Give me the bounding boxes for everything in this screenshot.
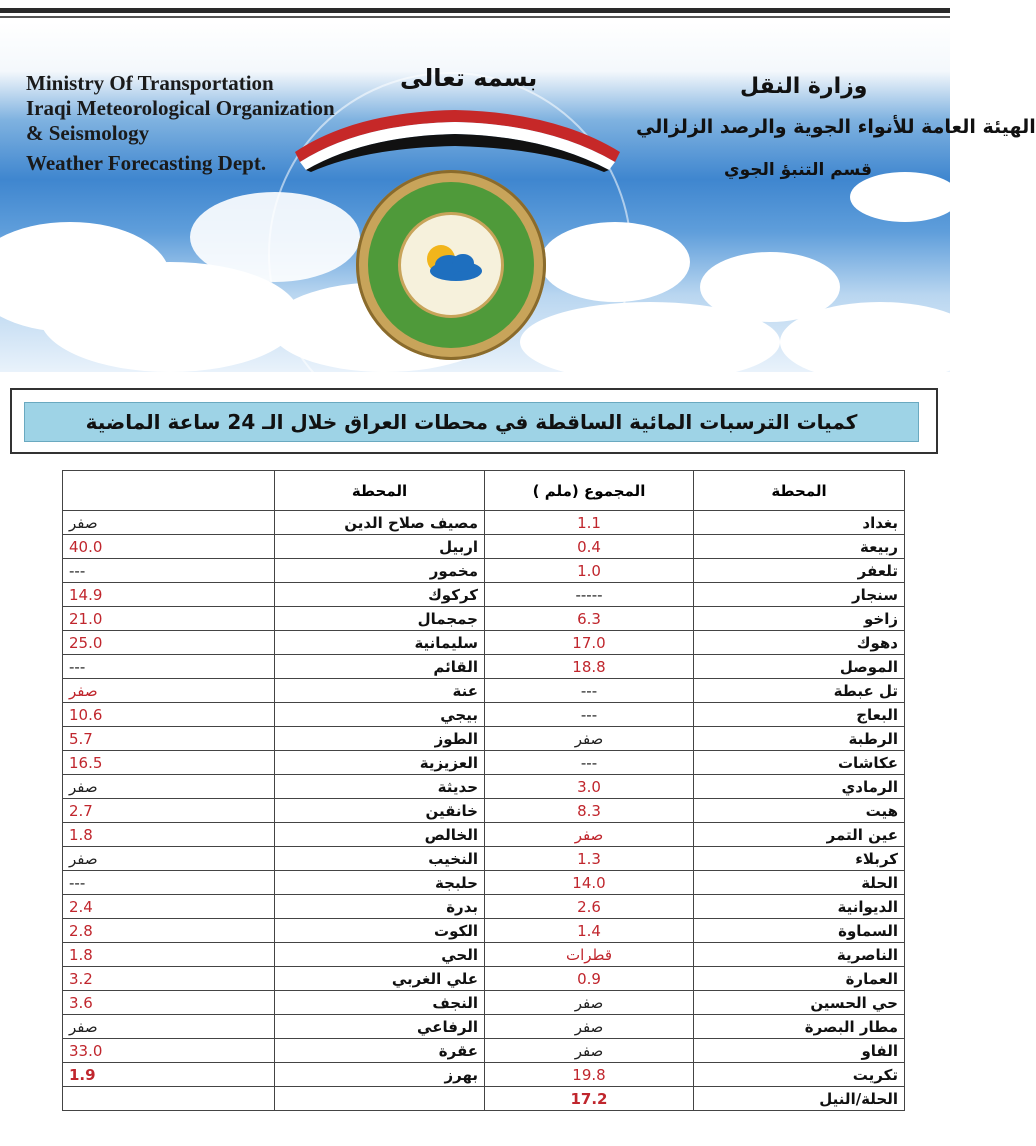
value-cell-right: 10.6 bbox=[63, 703, 275, 727]
station-cell-right: مخمور bbox=[275, 559, 485, 583]
station-cell: ربيعة bbox=[694, 535, 905, 559]
station-cell-right: مصيف صلاح الدين bbox=[275, 511, 485, 535]
station-cell: حي الحسين bbox=[694, 991, 905, 1015]
value-cell-right: صفر bbox=[63, 1015, 275, 1039]
table-row bbox=[63, 511, 905, 535]
header-station-right: المحطة bbox=[275, 471, 485, 511]
header-total: المجموع (ملم ) bbox=[485, 471, 694, 511]
station-cell-right: النخيب bbox=[275, 847, 485, 871]
value-cell-right: صفر bbox=[63, 775, 275, 799]
value-cell-right: 21.0 bbox=[63, 607, 275, 631]
value-cell: صفر bbox=[485, 1039, 694, 1063]
value-cell: 0.4 bbox=[485, 535, 694, 559]
arabic-organization: الهيئة العامة للأنواء الجوية والرصد الزلزالي bbox=[636, 116, 1036, 138]
station-cell-right: علي الغربي bbox=[275, 967, 485, 991]
table-header-row bbox=[63, 471, 905, 511]
value-cell: 1.3 bbox=[485, 847, 694, 871]
report-title-bar bbox=[24, 402, 919, 442]
table-row bbox=[63, 1087, 905, 1111]
table-row bbox=[63, 943, 905, 967]
value-cell: صفر bbox=[485, 1015, 694, 1039]
station-cell-right: جمجمال bbox=[275, 607, 485, 631]
table-row bbox=[63, 823, 905, 847]
value-cell-right: 14.9 bbox=[63, 583, 275, 607]
table-row bbox=[63, 799, 905, 823]
value-cell: قطرات bbox=[485, 943, 694, 967]
value-cell-right: --- bbox=[63, 559, 275, 583]
station-cell-right: عقرة bbox=[275, 1039, 485, 1063]
station-cell: الرطبة bbox=[694, 727, 905, 751]
value-cell: 1.0 bbox=[485, 559, 694, 583]
station-cell-right: حلبجة bbox=[275, 871, 485, 895]
station-cell: الحلة/النيل bbox=[694, 1087, 905, 1111]
value-cell: 19.8 bbox=[485, 1063, 694, 1087]
value-cell-right: صفر bbox=[63, 679, 275, 703]
precipitation-table bbox=[62, 470, 905, 1111]
station-cell: عين التمر bbox=[694, 823, 905, 847]
station-cell: الديوانية bbox=[694, 895, 905, 919]
station-cell: بغداد bbox=[694, 511, 905, 535]
station-cell-right: العزيزية bbox=[275, 751, 485, 775]
table-row bbox=[63, 847, 905, 871]
table-row bbox=[63, 607, 905, 631]
value-cell-right: 25.0 bbox=[63, 631, 275, 655]
table-row bbox=[63, 775, 905, 799]
value-cell-right: 1.9 bbox=[63, 1063, 275, 1087]
station-cell-right: كركوك bbox=[275, 583, 485, 607]
station-cell-right: الكوت bbox=[275, 919, 485, 943]
value-cell-right: 33.0 bbox=[63, 1039, 275, 1063]
header-banner bbox=[0, 22, 1036, 372]
value-cell: 8.3 bbox=[485, 799, 694, 823]
value-cell: ----- bbox=[485, 583, 694, 607]
value-cell: 17.2 bbox=[485, 1087, 694, 1111]
organization-seal bbox=[356, 170, 546, 360]
table-row bbox=[63, 631, 905, 655]
value-cell: 0.9 bbox=[485, 967, 694, 991]
table-row bbox=[63, 727, 905, 751]
station-cell-right: اربيل bbox=[275, 535, 485, 559]
station-cell: الرمادي bbox=[694, 775, 905, 799]
value-cell: 17.0 bbox=[485, 631, 694, 655]
value-cell-right: 1.8 bbox=[63, 943, 275, 967]
station-cell: البعاج bbox=[694, 703, 905, 727]
station-cell: الحلة bbox=[694, 871, 905, 895]
value-cell-right: --- bbox=[63, 655, 275, 679]
value-cell: --- bbox=[485, 679, 694, 703]
station-cell-right: حديثة bbox=[275, 775, 485, 799]
table-row bbox=[63, 1039, 905, 1063]
value-cell-right: --- bbox=[63, 871, 275, 895]
iraq-flag-ribbon bbox=[295, 92, 620, 172]
value-cell: 1.1 bbox=[485, 511, 694, 535]
value-cell: 14.0 bbox=[485, 871, 694, 895]
value-cell: --- bbox=[485, 703, 694, 727]
station-cell: تل عبطة bbox=[694, 679, 905, 703]
station-cell-right: النجف bbox=[275, 991, 485, 1015]
table-row bbox=[63, 895, 905, 919]
station-cell: تكريت bbox=[694, 1063, 905, 1087]
table-row bbox=[63, 919, 905, 943]
station-cell: تلعفر bbox=[694, 559, 905, 583]
table-row bbox=[63, 583, 905, 607]
table-row bbox=[63, 967, 905, 991]
arabic-department: قسم التنبؤ الجوي bbox=[724, 160, 872, 180]
value-cell-right: 5.7 bbox=[63, 727, 275, 751]
value-cell-right: 3.2 bbox=[63, 967, 275, 991]
station-cell-right: بدرة bbox=[275, 895, 485, 919]
value-cell-right: 3.6 bbox=[63, 991, 275, 1015]
top-rule bbox=[0, 8, 950, 13]
sun-cloud-logo-icon bbox=[401, 215, 501, 315]
station-cell-right: الطوز bbox=[275, 727, 485, 751]
value-cell: 3.0 bbox=[485, 775, 694, 799]
value-cell: 1.4 bbox=[485, 919, 694, 943]
station-cell-right: بيجي bbox=[275, 703, 485, 727]
value-cell: 6.3 bbox=[485, 607, 694, 631]
station-cell: الناصرية bbox=[694, 943, 905, 967]
table-row bbox=[63, 991, 905, 1015]
report-title: كميات الترسبات المائية الساقطة في محطات العراق خلال الـ 24 ساعة الماضية bbox=[85, 410, 858, 434]
station-cell: السماوة bbox=[694, 919, 905, 943]
table-row bbox=[63, 559, 905, 583]
table-row bbox=[63, 751, 905, 775]
value-cell: صفر bbox=[485, 727, 694, 751]
english-line-1: Ministry Of Transportation bbox=[26, 71, 274, 95]
value-cell-right: 2.4 bbox=[63, 895, 275, 919]
value-cell-right: صفر bbox=[63, 847, 275, 871]
station-cell: هيت bbox=[694, 799, 905, 823]
value-cell: --- bbox=[485, 751, 694, 775]
station-cell-right: بهرز bbox=[275, 1063, 485, 1087]
station-cell: كربلاء bbox=[694, 847, 905, 871]
table-row bbox=[63, 1063, 905, 1087]
station-cell: مطار البصرة bbox=[694, 1015, 905, 1039]
english-line-4: Weather Forecasting Dept. bbox=[26, 151, 267, 175]
cloud bbox=[780, 302, 980, 382]
station-cell: زاخو bbox=[694, 607, 905, 631]
value-cell-right: 1.8 bbox=[63, 823, 275, 847]
value-cell: 18.8 bbox=[485, 655, 694, 679]
value-cell-right: 2.7 bbox=[63, 799, 275, 823]
station-cell-right: الخالص bbox=[275, 823, 485, 847]
table-row bbox=[63, 703, 905, 727]
station-cell: الفاو bbox=[694, 1039, 905, 1063]
value-cell: 2.6 bbox=[485, 895, 694, 919]
station-cell: الموصل bbox=[694, 655, 905, 679]
header-total-right bbox=[63, 471, 275, 511]
station-cell: دهوك bbox=[694, 631, 905, 655]
station-cell-right: خانقين bbox=[275, 799, 485, 823]
station-cell-right bbox=[275, 1087, 485, 1111]
station-cell-right: سليمانية bbox=[275, 631, 485, 655]
arabic-ministry: وزارة النقل bbox=[740, 74, 868, 99]
value-cell-right bbox=[63, 1087, 275, 1111]
english-line-2: Iraqi Meteorological Organization bbox=[26, 96, 335, 120]
station-cell-right: الحي bbox=[275, 943, 485, 967]
station-cell-right: عنة bbox=[275, 679, 485, 703]
table-row bbox=[63, 679, 905, 703]
value-cell: صفر bbox=[485, 823, 694, 847]
english-line-3: & Seismology bbox=[26, 121, 150, 145]
header-station: المحطة bbox=[694, 471, 905, 511]
station-cell-right: القائم bbox=[275, 655, 485, 679]
station-cell-right: الرفاعي bbox=[275, 1015, 485, 1039]
top-rule-thin bbox=[0, 16, 950, 18]
basmala: بسمه تعالى bbox=[400, 64, 538, 92]
table-row bbox=[63, 1015, 905, 1039]
station-cell: سنجار bbox=[694, 583, 905, 607]
table-row bbox=[63, 871, 905, 895]
station-cell: عكاشات bbox=[694, 751, 905, 775]
table-row bbox=[63, 655, 905, 679]
value-cell-right: صفر bbox=[63, 511, 275, 535]
table-row bbox=[63, 535, 905, 559]
value-cell-right: 16.5 bbox=[63, 751, 275, 775]
station-cell: العمارة bbox=[694, 967, 905, 991]
value-cell-right: 2.8 bbox=[63, 919, 275, 943]
value-cell-right: 40.0 bbox=[63, 535, 275, 559]
value-cell: صفر bbox=[485, 991, 694, 1015]
